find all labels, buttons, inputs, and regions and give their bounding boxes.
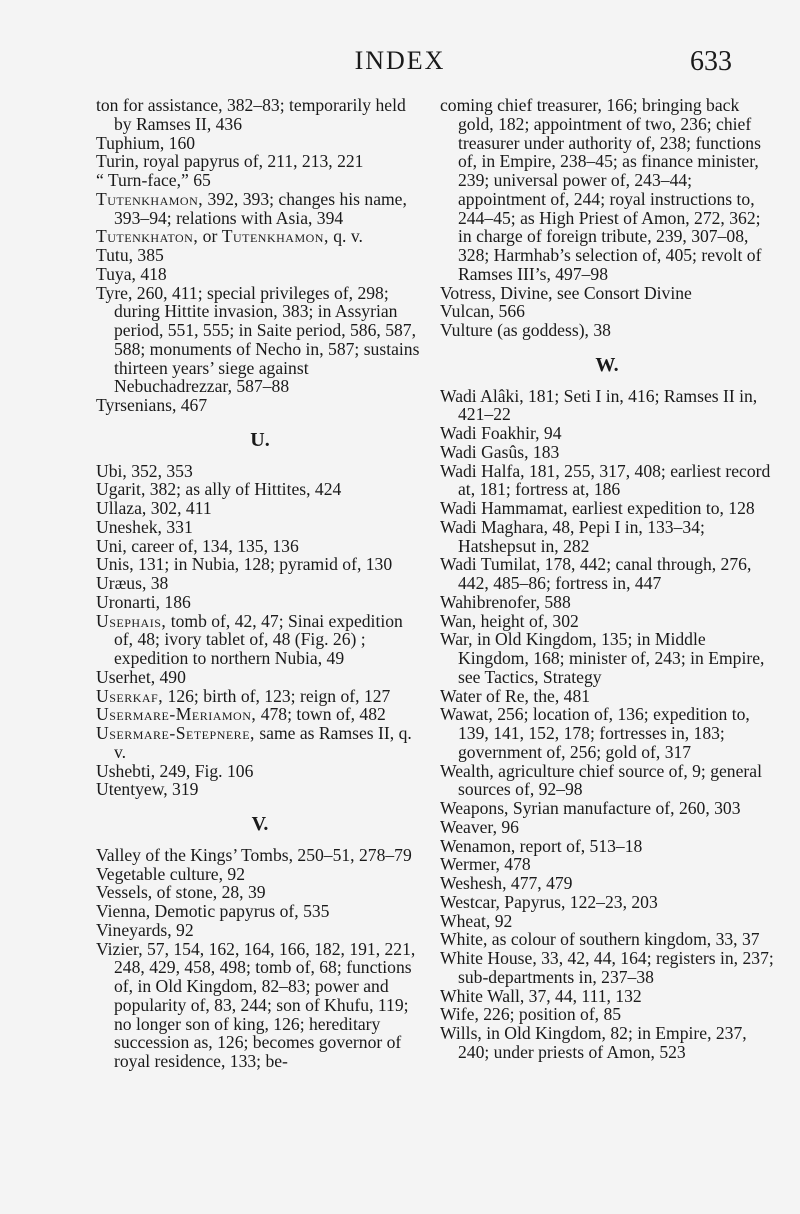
index-entry: Wahibrenofer, 588 (440, 591, 571, 612)
index-column-left (96, 96, 424, 1071)
index-entry: White House, 33, 42, 44, 164; registers in, 237; sub-departments in, 237–38 (440, 948, 774, 987)
index-entry: Wawat, 256; location of, 136; expedition to, 139, 141, 152, 178; fortresses in, 183; government of, 256; gold of, 317 (440, 704, 750, 762)
index-entry: White Wall, 37, 44, 111, 132 (440, 985, 642, 1006)
entry-head: Tutenkhaton, (96, 226, 199, 247)
index-entry (96, 190, 424, 228)
index-entry (96, 724, 424, 762)
index-entry: Vessels, of stone, 28, 39 (96, 882, 266, 903)
index-entry: Water of Re, the, 481 (440, 685, 591, 706)
index-entry: Ugarit, 382; as ally of Hittites, 424 (96, 479, 342, 500)
entry-head: Usephais, (96, 610, 167, 631)
index-entry: Vizier, 57, 154, 162, 164, 166, 182, 191, 221, 248, 429, 458, 498; tomb of, 68; functions of, in Old Kingdom, 82–83; power and popularity of, 83, 244; son of Khufu, 119; no longer son of king, 126; hereditary succession as, 126; becomes governor of royal residence, 133; be- (96, 938, 416, 1071)
entry-connector: or (198, 226, 222, 247)
index-entry: Vegetable culture, 92 (96, 863, 245, 884)
section-letter-w: W. (595, 353, 619, 376)
entry-head: Usermare-Setepnere, (96, 723, 255, 743)
index-entry: Wadi Maghara, 48, Pepi I in, 133–34; Hatshepsut in, 282 (440, 516, 705, 556)
entry-body: q. v. (328, 226, 363, 247)
index-entry: Utentyew, 319 (96, 779, 199, 800)
index-entry: Vulture (as goddess), 38 (440, 320, 611, 340)
index-entry: Wermer, 478 (440, 854, 531, 875)
index-entry: Wadi Halfa, 181, 255, 317, 408; earliest record at, 181; fortress at, 186 (440, 460, 771, 500)
index-entry: ton for assistance, 382–83; temporarily held by Ramses II, 436 (96, 95, 406, 134)
index-entry: Tuphium, 160 (96, 132, 196, 153)
index-entry: Vineyards, 92 (96, 919, 194, 940)
index-entry: Weaver, 96 (440, 816, 519, 837)
index-entry: Tutu, 385 (96, 245, 164, 265)
index-entry (96, 612, 424, 668)
index-entry: Uronarti, 186 (96, 591, 191, 612)
index-entry: coming chief treasurer, 166; bringing back gold, 182; appointment of two, 236; chief treasurer under authority of, 238; functions of, in Empire, 238–45; as finance minister, 239; universal power of, 243–44; appointment of, 244; royal instructions to, 244–45; as High Priest of Amon, 272, 362; in charge of foreign tribute, 239, 307–08, 328; Harmhab’s selection of, 405; revolt of Ramses III’s, 497–98 (440, 95, 762, 284)
index-entry: Uni, career of, 134, 135, 136 (96, 535, 299, 556)
index-entry: Westcar, Papyrus, 122–23, 203 (440, 891, 658, 912)
index-entry: Wheat, 92 (440, 910, 513, 931)
index-entry: Tyre, 260, 411; special privileges of, 298; during Hittite invasion, 383; in Assyrian period, 551, 555; in Saite period, 586, 587, 588; monuments of Necho in, 587; sustains thirteen years’ siege against Nebuchadrezzar, 587–88 (96, 282, 420, 397)
entry-body: same as Ramses II, q. v. (114, 723, 412, 762)
index-entry: Turin, royal papyrus of, 211, 213, 221 (96, 151, 364, 172)
section-letter-v: V. (251, 813, 269, 835)
index-entry: Wadi Gasûs, 183 (440, 441, 560, 462)
entry-body: 126; birth of, 123; reign of, 127 (163, 685, 391, 706)
index-entry: Vulcan, 566 (440, 301, 525, 322)
index-entry (96, 705, 424, 724)
index-entry: “ Turn-face,” 65 (96, 170, 211, 190)
index-entry: Wife, 226; position of, 85 (440, 1004, 622, 1025)
index-entry: Ubi, 352, 353 (96, 460, 193, 481)
index-entry: Wealth, agriculture chief source of, 9; general sources of, 92–98 (440, 760, 762, 800)
index-entry: Vienna, Demotic papyrus of, 535 (96, 901, 330, 921)
index-entry: Tyrsenians, 467 (96, 395, 208, 415)
index-entry: Wadi Alâki, 181; Seti I in, 416; Ramses II in, 421–22 (440, 385, 758, 425)
index-entry: Valley of the Kings’ Tombs, 250–51, 278–79 (96, 844, 412, 865)
section-letter-u: U. (250, 428, 270, 451)
index-entry: Wills, in Old Kingdom, 82; in Empire, 237, 240; under priests of Amon, 523 (440, 1023, 747, 1062)
entry-body: 478; town of, 482 (256, 704, 386, 725)
entry-head: Tutenkhamon, (221, 226, 329, 247)
entry-head: Userkaf, (96, 685, 164, 706)
page-number: 633 (690, 46, 732, 77)
index-entry (96, 687, 424, 706)
index-entry: Ullaza, 302, 411 (96, 498, 212, 518)
index-entry: Wadi Tumilat, 178, 442; canal through, 276, 442, 485–86; fortress in, 447 (440, 554, 752, 593)
index-entry: Unis, 131; in Nubia, 128; pyramid of, 130 (96, 554, 393, 575)
index-entry: War, in Old Kingdom, 135; in Middle Kingdom, 168; minister of, 243; in Empire, see Tactics, Strategy (440, 629, 765, 687)
index-entry: Uneshek, 331 (96, 516, 193, 537)
index-entry: Tuya, 418 (96, 263, 167, 284)
entry-body: 392, 393; changes his name, 393–94; relations with Asia, 394 (114, 188, 407, 228)
entry-body: tomb of, 42, 47; Sinai expedition of, 48; ivory tablet of, 48 (Fig. 26) ; expedition to northern Nubia, 49 (114, 610, 403, 668)
page-header (0, 40, 800, 80)
index-entry (96, 227, 424, 246)
index-entry: Weshesh, 477, 479 (440, 873, 573, 893)
index-entry: Wadi Hammamat, earliest expedition to, 128 (440, 498, 755, 518)
index-entry: Weapons, Syrian manufacture of, 260, 303 (440, 798, 741, 818)
entry-head: Usermare-Meriamon, (96, 704, 257, 725)
index-entry: Userhet, 490 (96, 666, 186, 687)
index-entry: White, as colour of southern kingdom, 33, 37 (440, 929, 760, 950)
index-entry: Votress, Divine, see Consort Divine (440, 282, 692, 303)
index-column-right (440, 96, 774, 1062)
entry-head: Tutenkhamon, (96, 188, 204, 209)
index-entry: Wenamon, report of, 513–18 (440, 835, 643, 856)
index-entry: Uræus, 38 (96, 573, 169, 593)
running-title: INDEX (354, 46, 446, 75)
index-entry: Ushebti, 249, Fig. 106 (96, 760, 254, 781)
index-entry: Wadi Foakhir, 94 (440, 423, 562, 443)
index-entry: Wan, height of, 302 (440, 610, 579, 631)
